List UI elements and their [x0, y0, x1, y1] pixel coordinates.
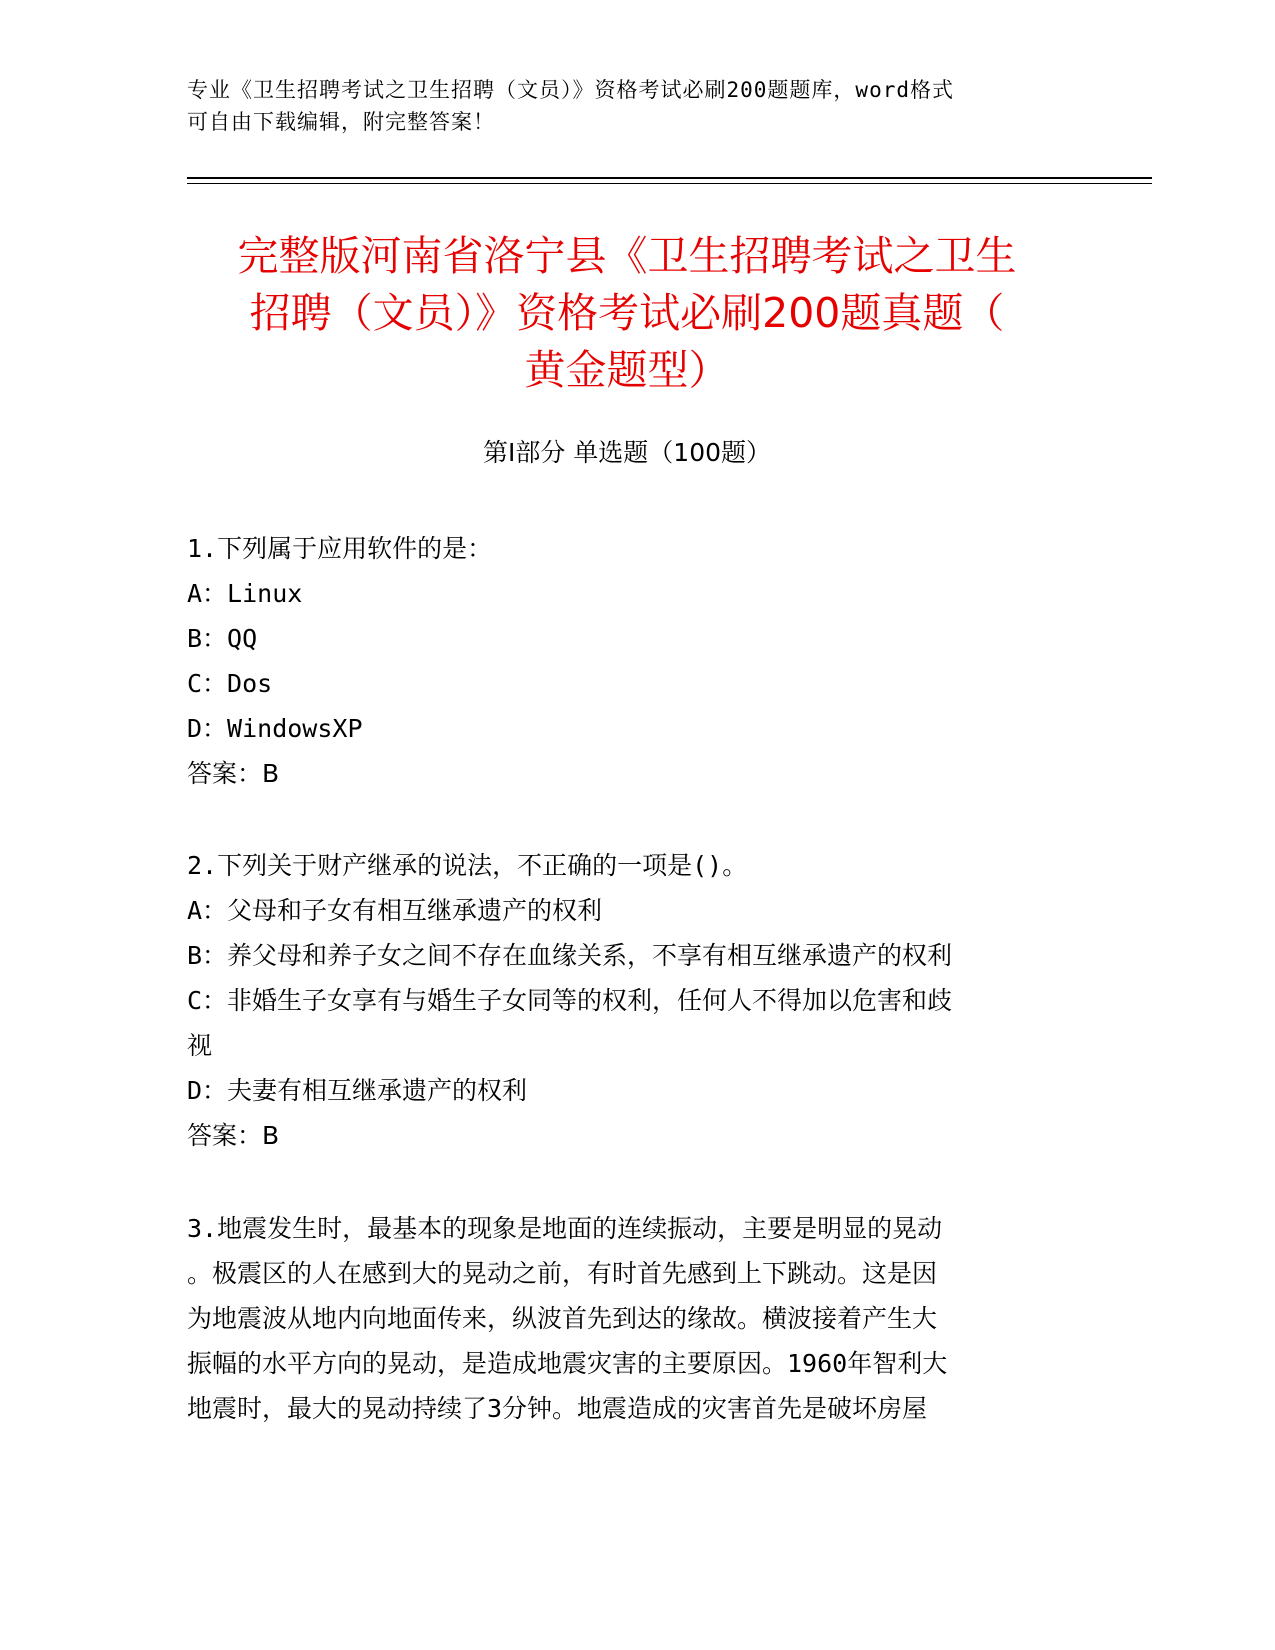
- question-stem: 2.下列关于财产继承的说法，不正确的一项是()。: [187, 851, 748, 880]
- option-a: A：父母和子女有相互继承遗产的权利: [187, 896, 603, 925]
- question-1: [187, 526, 1077, 796]
- title-line: 招聘（文员）》资格考试必刷200题真题（: [249, 289, 1005, 337]
- option-a: A：Linux: [187, 579, 303, 608]
- option-c: C：非婚生子女享有与婚生子女同等的权利，任何人不得加以危害和歧: [187, 986, 953, 1015]
- option-b: B：QQ: [187, 624, 258, 653]
- option-d: D：夫妻有相互继承遗产的权利: [187, 1076, 528, 1105]
- answer-line: 答案：B: [187, 1121, 280, 1150]
- header-rule-thick: [187, 177, 1152, 179]
- option-d: D：WindowsXP: [187, 714, 363, 743]
- question-stem: 1.下列属于应用软件的是：: [187, 534, 493, 563]
- document-title: [187, 228, 1067, 399]
- question-stem-line: 地震时，最大的晃动持续了3分钟。地震造成的灾害首先是破坏房屋: [187, 1394, 928, 1423]
- option-c-continued: 视: [187, 1031, 213, 1060]
- header-note: [187, 74, 1067, 138]
- title-line: 黄金题型）: [524, 346, 730, 394]
- question-stem-line: 。极震区的人在感到大的晃动之前，有时首先感到上下跳动。这是因: [187, 1259, 938, 1288]
- section-heading: 第Ⅰ部分 单选题（100题）: [482, 438, 772, 467]
- question-stem-line: 3.地震发生时，最基本的现象是地面的连续振动，主要是明显的晃动: [187, 1214, 943, 1243]
- header-note-line: 可自由下载编辑，附完整答案！: [187, 110, 495, 134]
- header-note-line: 专业《卫生招聘考试之卫生招聘（文员）》资格考试必刷200题题库，word格式: [187, 78, 954, 102]
- question-stem-line: 为地震波从地内向地面传来，纵波首先到达的缘故。横波接着产生大: [187, 1304, 938, 1333]
- title-line: 完整版河南省洛宁县《卫生招聘考试之卫生: [237, 232, 1017, 280]
- question-2: [187, 843, 1077, 1158]
- question-stem-line: 振幅的水平方向的晃动，是造成地震灾害的主要原因。1960年智利大: [187, 1349, 948, 1378]
- option-c: C：Dos: [187, 669, 273, 698]
- answer-line: 答案：B: [187, 759, 280, 788]
- question-3: [187, 1206, 1077, 1431]
- option-b: B：养父母和养子女之间不存在血缘关系，不享有相互继承遗产的权利: [187, 941, 953, 970]
- header-rule-thin: [187, 183, 1152, 184]
